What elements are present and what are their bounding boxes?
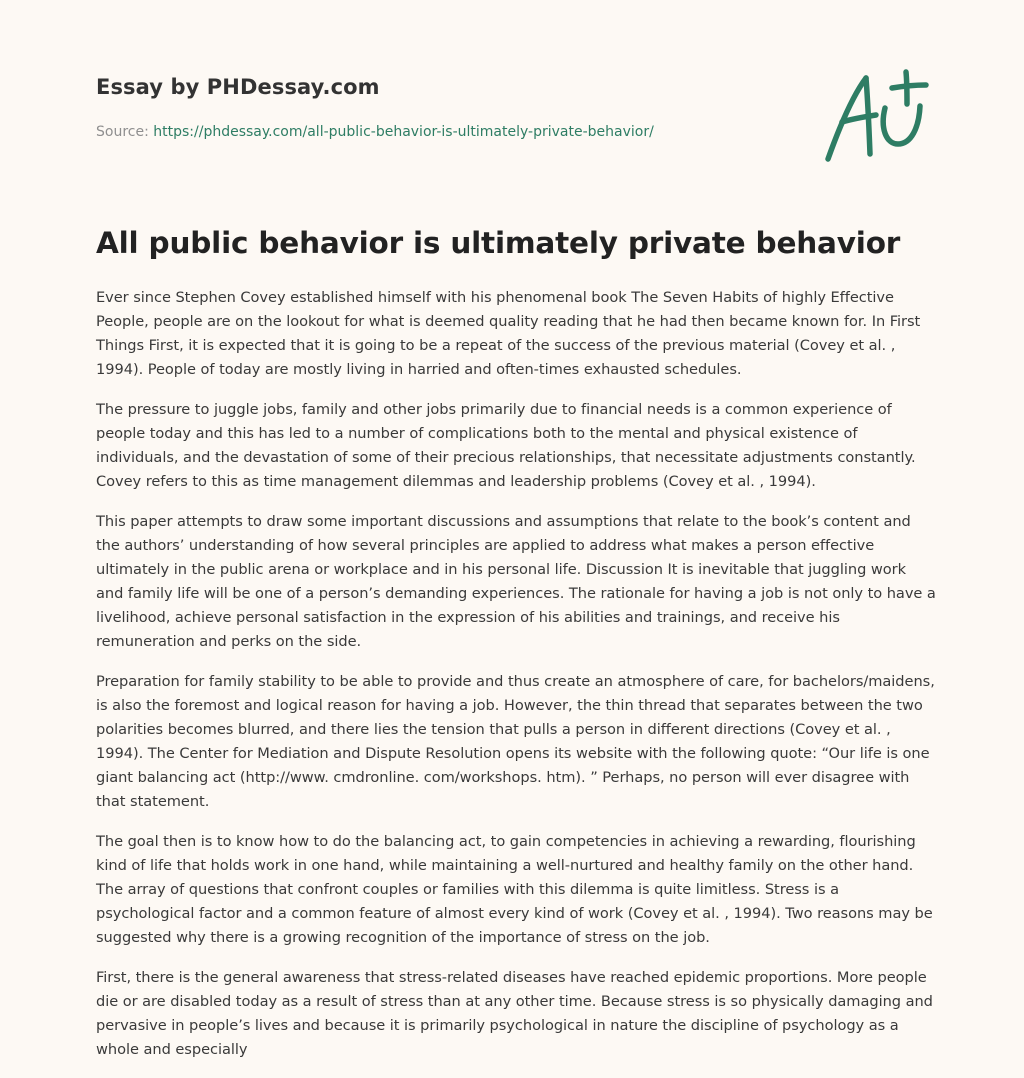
essay-paragraph: Preparation for family stability to be able to provide and thus create an atmosphere of care, for bachelors/maidens, is also the foremost and logical reason for having a job. However, the thin thread that separates between the two polarities becomes blurred, and there lies the tension that pulls a person in different directions (Covey et al. , 1994). The Center for Mediation and Dispute Resolution opens its website with the following quote: “Our life is one giant balancing act (http://www. cmdronline. com/workshops. htm). ” Perhaps, no person will ever disagree with that statement. [96,673,935,810]
essay-body [96,286,936,1078]
source-label: Source: [96,124,149,140]
essay-title: All public behavior is ultimately private behavior [96,226,901,260]
essay-paragraph: The pressure to juggle jobs, family and other jobs primarily due to financial needs is a common experience of people today and this has led to a number of complications both to the mental and physical existence of individuals, and the devastation of some of their precious relationships, that necessitate adjustments constantly. Covey refers to this as time management dilemmas and leadership problems (Covey et al. , 1994). [96,401,916,490]
essay-paragraph: The goal then is to know how to do the balancing act, to gain competencies in achieving a rewarding, flourishing kind of life that holds work in one hand, while maintaining a well-nurtured and healthy family on the other hand. The array of questions that confront couples or families with this dilemma is quite limitless. Stress is a psychological factor and a common feature of almost every kind of work (Covey et al. , 1994). Two reasons may be suggested why there is a growing recognition of the importance of stress on the job. [96,833,933,946]
essay-paragraph: First, there is the general awareness that stress-related diseases have reached epidemic proportions. More people die or are disabled today as a result of stress than at any other time. Because stress is so physically damaging and pervasive in people’s lives and because it is primarily psychological in nature the discipline of psychology as a whole and especially [96,969,933,1058]
source-line [96,124,654,140]
source-link[interactable]: https://phdessay.com/all-public-behavior-is-ultimately-private-behavior/ [153,124,654,140]
essay-paragraph: This paper attempts to draw some important discussions and assumptions that relate to the book’s content and the authors’ understanding of how several principles are applied to address what makes a person effective ultimately in the public arena or workplace and in his personal life. Discussion It is inevitable that juggling work and family life will be one of a person’s demanding experiences. The rationale for having a job is not only to have a livelihood, achieve personal satisfaction in the expression of his abilities and trainings, and receive his remuneration and perks on the side. [96,513,936,650]
essay-paragraph: Ever since Stephen Covey established himself with his phenomenal book The Seven Habits of highly Effective People, people are on the lookout for what is deemed quality reading that he had then became known for. In First Things First, it is expected that it is going to be a repeat of the success of the previous material (Covey et al. , 1994). People of today are mostly living in harried and often-times exhausted schedules. [96,289,921,378]
a-plus-logo-icon [818,66,930,166]
site-title: Essay by PHDessay.com [96,75,380,99]
